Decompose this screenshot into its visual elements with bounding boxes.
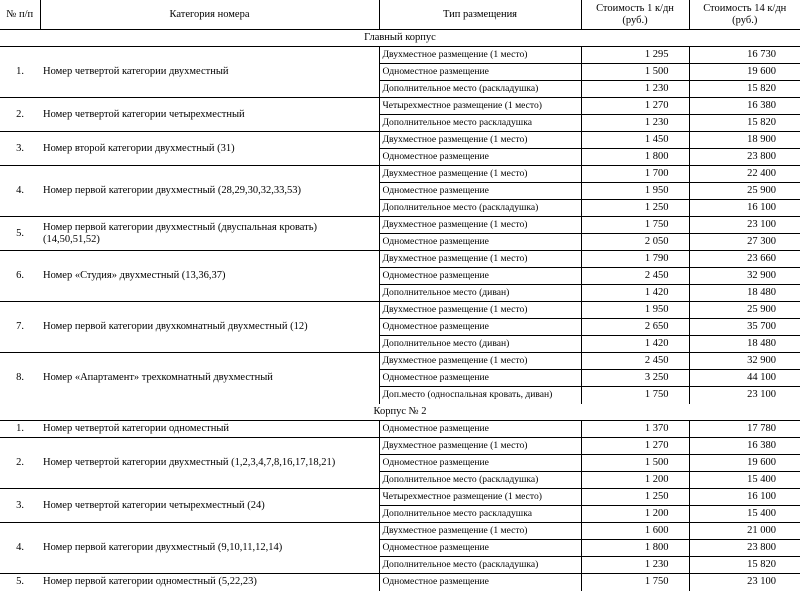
room-category: Номер «Апартамент» трехкомнатный двухместный	[40, 353, 379, 404]
room-number: 3.	[0, 132, 40, 166]
room-number: 6.	[0, 251, 40, 302]
room-category: Номер четвертой категории двухместный (1,2,3,4,7,8,16,17,18,21)	[40, 438, 379, 489]
accommodation-type: Одноместное размещение	[379, 319, 581, 336]
room-category: Номер «Студия» двухместный (13,36,37)	[40, 251, 379, 302]
price-1-day: 1 230	[581, 81, 689, 98]
table-row	[0, 132, 800, 149]
accommodation-type: Дополнительное место (раскладушка)	[379, 557, 581, 574]
price-14-days: 16 380	[689, 98, 800, 115]
price-1-day: 2 050	[581, 234, 689, 251]
price-1-day: 2 650	[581, 319, 689, 336]
accommodation-type: Дополнительное место (диван)	[379, 336, 581, 353]
accommodation-type: Четырехместное размещение (1 место)	[379, 98, 581, 115]
price-14-days: 23 100	[689, 217, 800, 234]
price-14-days: 23 660	[689, 251, 800, 268]
table-row	[0, 421, 800, 438]
accommodation-type: Одноместное размещение	[379, 421, 581, 438]
price-1-day: 1 230	[581, 557, 689, 574]
price-1-day: 1 800	[581, 540, 689, 557]
accommodation-type: Двухместное размещение (1 место)	[379, 132, 581, 149]
accommodation-type: Дополнительное место (диван)	[379, 285, 581, 302]
room-category: Номер четвертой категории двухместный	[40, 47, 379, 98]
room-number: 2.	[0, 98, 40, 132]
accommodation-type: Дополнительное место раскладушка	[379, 506, 581, 523]
price-14-days: 18 480	[689, 285, 800, 302]
header-num: № п/п	[0, 0, 40, 30]
price-14-days: 25 900	[689, 302, 800, 319]
header-category: Категория номера	[40, 0, 379, 30]
accommodation-type: Двухместное размещение (1 место)	[379, 523, 581, 540]
price-14-days: 23 800	[689, 149, 800, 166]
price-1-day: 1 950	[581, 183, 689, 200]
price-1-day: 2 450	[581, 268, 689, 285]
price-1-day: 1 250	[581, 200, 689, 217]
section-row	[0, 30, 800, 47]
price-1-day: 1 370	[581, 421, 689, 438]
price-1-day: 1 500	[581, 455, 689, 472]
accommodation-type: Дополнительное место (раскладушка)	[379, 472, 581, 489]
accommodation-type: Двухместное размещение (1 место)	[379, 353, 581, 370]
accommodation-type: Двухместное размещение (1 место)	[379, 438, 581, 455]
room-category: Номер первой категории двухкомнатный двухместный (12)	[40, 302, 379, 353]
room-category: Номер первой категории одноместный (5,22,23)	[40, 574, 379, 591]
section-title: Главный корпус	[364, 32, 436, 43]
price-1-day: 1 295	[581, 47, 689, 64]
table-row	[0, 251, 800, 268]
room-number: 7.	[0, 302, 40, 353]
price-14-days: 27 300	[689, 234, 800, 251]
price-14-days: 15 400	[689, 506, 800, 523]
accommodation-type: Одноместное размещение	[379, 64, 581, 81]
room-category: Номер первой категории двухместный (9,10,11,12,14)	[40, 523, 379, 574]
table-row	[0, 217, 800, 234]
header-price-1: Стоимость 1 к/дн (руб.)	[581, 0, 689, 30]
price-14-days: 44 100	[689, 370, 800, 387]
price-14-days: 19 600	[689, 64, 800, 81]
price-1-day: 1 420	[581, 285, 689, 302]
table-header	[0, 0, 800, 30]
price-14-days: 15 820	[689, 557, 800, 574]
table-row	[0, 98, 800, 115]
room-category: Номер первой категории двухместный (двуспальная кровать) (14,50,51,52)	[40, 217, 379, 251]
price-1-day: 1 750	[581, 217, 689, 234]
price-14-days: 16 100	[689, 200, 800, 217]
price-1-day: 1 450	[581, 132, 689, 149]
price-14-days: 16 100	[689, 489, 800, 506]
price-1-day: 1 750	[581, 387, 689, 404]
price-14-days: 15 820	[689, 81, 800, 98]
accommodation-type: Одноместное размещение	[379, 574, 581, 591]
table-row	[0, 489, 800, 506]
accommodation-type: Одноместное размещение	[379, 455, 581, 472]
price-1-day: 1 790	[581, 251, 689, 268]
room-number: 4.	[0, 523, 40, 574]
room-number: 2.	[0, 438, 40, 489]
price-1-day: 1 750	[581, 574, 689, 591]
price-1-day: 2 450	[581, 353, 689, 370]
room-category: Номер четвертой категории четырехместный	[40, 98, 379, 132]
price-14-days: 35 700	[689, 319, 800, 336]
section-title: Корпус № 2	[373, 405, 427, 417]
price-14-days: 32 900	[689, 353, 800, 370]
room-category: Номер четвертой категории четырехместный (24)	[40, 489, 379, 523]
price-1-day: 1 950	[581, 302, 689, 319]
price-1-day: 1 200	[581, 472, 689, 489]
accommodation-type: Двухместное размещение (1 место)	[379, 47, 581, 64]
table-row	[0, 438, 800, 455]
accommodation-type: Одноместное размещение	[379, 234, 581, 251]
accommodation-type: Дополнительное место (раскладушка)	[379, 200, 581, 217]
price-14-days: 21 000	[689, 523, 800, 540]
price-1-day: 1 270	[581, 438, 689, 455]
price-14-days: 23 100	[689, 387, 800, 404]
price-14-days: 15 400	[689, 472, 800, 489]
room-number: 5.	[0, 217, 40, 251]
price-14-days: 22 400	[689, 166, 800, 183]
price-14-days: 19 600	[689, 455, 800, 472]
section-row	[0, 404, 800, 421]
price-1-day: 1 420	[581, 336, 689, 353]
price-1-day: 1 500	[581, 64, 689, 81]
table-row	[0, 574, 800, 591]
price-14-days: 23 100	[689, 574, 800, 591]
price-1-day: 3 250	[581, 370, 689, 387]
price-14-days: 18 480	[689, 336, 800, 353]
price-1-day: 1 200	[581, 506, 689, 523]
accommodation-type: Четырехместное размещение (1 место)	[379, 489, 581, 506]
price-14-days: 25 900	[689, 183, 800, 200]
accommodation-type: Дополнительное место раскладушка	[379, 115, 581, 132]
price-1-day: 1 250	[581, 489, 689, 506]
room-category: Номер первой категории двухместный (28,29,30,32,33,53)	[40, 166, 379, 217]
accommodation-type: Одноместное размещение	[379, 540, 581, 557]
table-row	[0, 302, 800, 319]
table-row	[0, 523, 800, 540]
accommodation-type: Двухместное размещение (1 место)	[379, 302, 581, 319]
price-1-day: 1 700	[581, 166, 689, 183]
price-14-days: 32 900	[689, 268, 800, 285]
price-1-day: 1 270	[581, 98, 689, 115]
room-number: 3.	[0, 489, 40, 523]
room-number: 8.	[0, 353, 40, 404]
room-category: Номер четвертой категории одноместный	[40, 421, 379, 438]
header-type: Тип размещения	[379, 0, 581, 30]
table-row	[0, 47, 800, 64]
table-row	[0, 166, 800, 183]
accommodation-type: Дополнительное место (раскладушка)	[379, 81, 581, 98]
accommodation-type: Одноместное размещение	[379, 149, 581, 166]
price-1-day: 1 600	[581, 523, 689, 540]
room-number: 4.	[0, 166, 40, 217]
accommodation-type: Двухместное размещение (1 место)	[379, 217, 581, 234]
price-14-days: 23 800	[689, 540, 800, 557]
room-number: 1.	[0, 47, 40, 98]
accommodation-type: Одноместное размещение	[379, 370, 581, 387]
accommodation-type: Одноместное размещение	[379, 183, 581, 200]
table-row	[0, 353, 800, 370]
table-body	[0, 30, 800, 591]
accommodation-type: Двухместное размещение (1 место)	[379, 251, 581, 268]
price-1-day: 1 800	[581, 149, 689, 166]
accommodation-type: Одноместное размещение	[379, 268, 581, 285]
room-category: Номер второй категории двухместный (31)	[40, 132, 379, 166]
price-14-days: 17 780	[689, 421, 800, 438]
price-14-days: 16 730	[689, 47, 800, 64]
room-number: 1.	[0, 421, 40, 438]
price-14-days: 18 900	[689, 132, 800, 149]
price-1-day: 1 230	[581, 115, 689, 132]
accommodation-type: Доп.место (односпальная кровать, диван)	[379, 387, 581, 404]
price-14-days: 16 380	[689, 438, 800, 455]
header-price-14: Стоимость 14 к/дн (руб.)	[689, 0, 800, 30]
room-number: 5.	[0, 574, 40, 591]
price-14-days: 15 820	[689, 115, 800, 132]
accommodation-type: Двухместное размещение (1 место)	[379, 166, 581, 183]
